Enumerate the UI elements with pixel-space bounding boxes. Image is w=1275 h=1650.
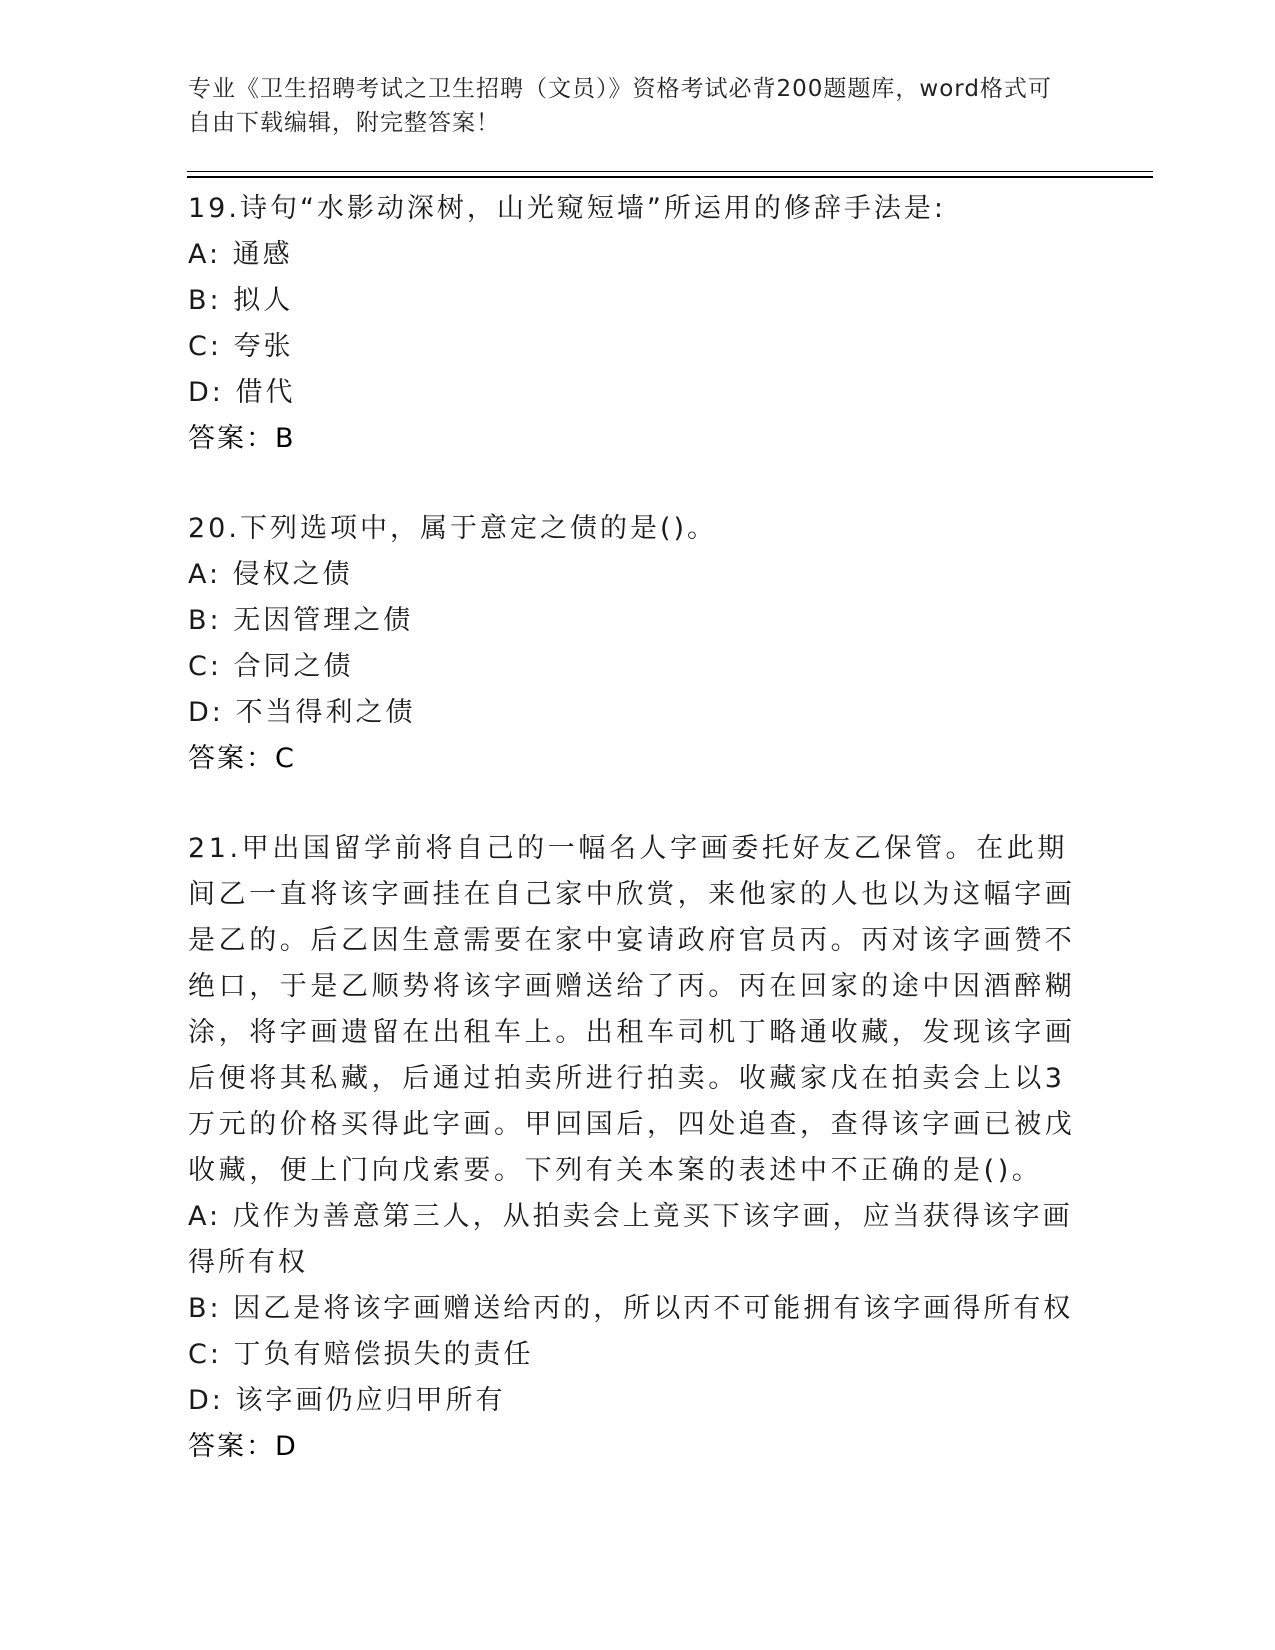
- question-stem: 20.下列选项中，属于意定之债的是()。: [188, 513, 718, 544]
- answer-line: 答案：C: [188, 743, 296, 774]
- question-stem: 21.甲出国留学前将自己的一幅名人字画委托好友乙保管。在此期间乙一直将该字画挂在自己家中欣赏，来他家的人也以为这幅字画是乙的。后乙因生意需要在家中宴请政府官员丙。丙对该字画赞不绝口，于是乙顺势将该字画赠送给了丙。丙在回家的途中因酒醉糊涂，将字画遗留在出租车上。出租车司机丁略通收藏，发现该字画后便将其私藏，后通过拍卖所进行拍卖。收藏家戊在拍卖会上以3万元的价格买得此字画。甲回国后，四处追查，查得该字画已被戊收藏，便上门向戊索要。下列有关本案的表述中不正确的是()。: [188, 833, 1076, 1186]
- answer-line: 答案：B: [188, 423, 296, 454]
- question-spacer: [188, 462, 1078, 506]
- option-c: C: 夸张: [188, 331, 294, 362]
- option-a: A: 侵权之债: [188, 559, 353, 590]
- option-d: D: 不当得利之债: [188, 697, 416, 728]
- question-list: [188, 186, 1078, 1470]
- document-header: 专业《卫生招聘考试之卫生招聘（文员）》资格考试必背200题题库，word格式可自由下载编辑，附完整答案！: [188, 76, 1052, 136]
- option-b: B: 无因管理之债: [188, 605, 414, 636]
- question-21: [188, 826, 1078, 1470]
- header-rule-top: [187, 171, 1153, 172]
- option-c: C: 丁负有赔偿损失的责任: [188, 1339, 534, 1370]
- option-b: B: 拟人: [188, 285, 294, 316]
- header-rule-bottom: [187, 176, 1153, 178]
- option-b: B: 因乙是将该字画赠送给丙的，所以丙不可能拥有该字画得所有权: [188, 1293, 1074, 1324]
- question-spacer: [188, 782, 1078, 826]
- question-19: [188, 186, 1078, 462]
- answer-line: 答案：D: [188, 1431, 298, 1462]
- option-d: D: 该字画仍应归甲所有: [188, 1385, 506, 1416]
- option-a: A: 戊作为善意第三人，从拍卖会上竟买下该字画，应当获得该字画得所有权: [188, 1201, 1073, 1278]
- question-20: [188, 506, 1078, 782]
- question-stem: 19.诗句“水影动深树，山光窥短墙”所运用的修辞手法是:: [188, 193, 947, 224]
- option-d: D: 借代: [188, 377, 296, 408]
- option-a: A: 通感: [188, 239, 293, 270]
- option-c: C: 合同之债: [188, 651, 354, 682]
